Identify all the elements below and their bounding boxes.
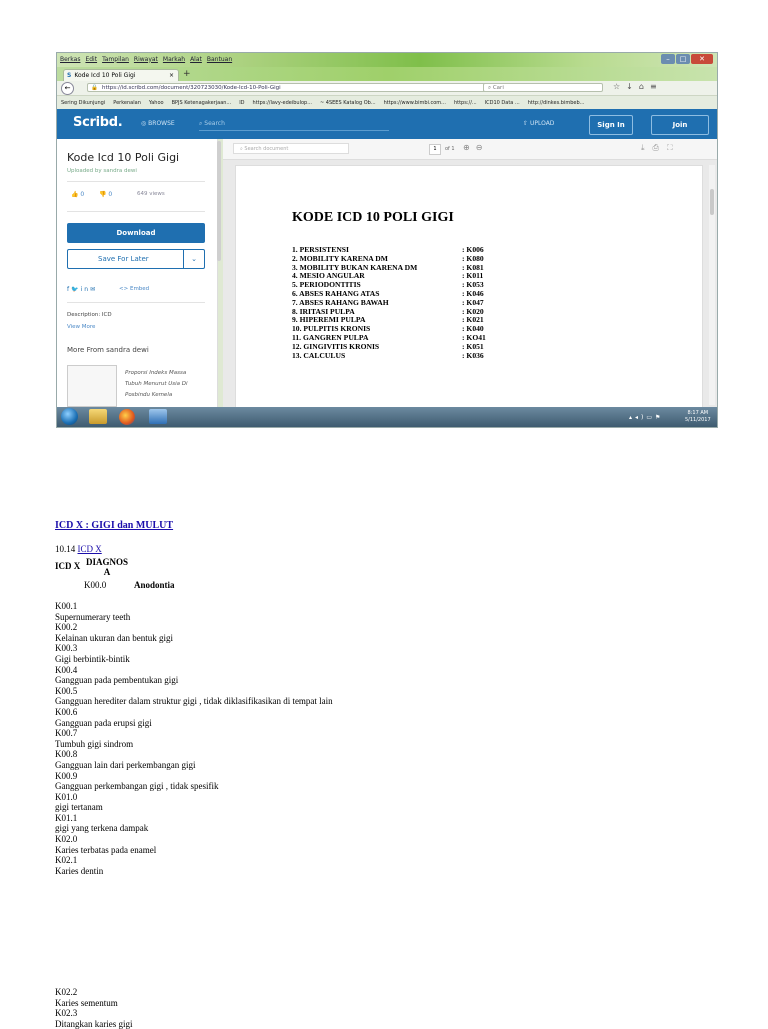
download-icon[interactable]: ⤓ (641, 143, 653, 152)
icd-code: K00.4 (55, 664, 78, 675)
menu-icon[interactable]: ≡ (649, 82, 663, 91)
menu-berkas[interactable]: Berkas (60, 55, 81, 63)
description: Description: ICD (67, 312, 112, 318)
url-bar[interactable] (87, 83, 493, 92)
sidebar-scrollbar[interactable] (217, 141, 221, 261)
bookmark-item[interactable]: https://www.bimbi.com... (383, 99, 446, 106)
icd-code: K00.3 (55, 643, 78, 654)
code-list-item-code: : K046 (462, 288, 484, 298)
search-placeholder: Search (204, 120, 225, 127)
related-line: Proporsi Indeks Massa (125, 370, 187, 376)
code-list-item-name: 7. ABSES RAHANG BAWAH (292, 297, 389, 307)
diagnosis-text: Gangguan perkembangan gigi , tidak spesifik (55, 781, 219, 792)
compass-icon: ◎ (141, 120, 149, 127)
home-icon[interactable]: ⌂ (638, 82, 650, 91)
code-list-item-name: 8. IRITASI PULPA (292, 306, 355, 316)
code-list-item-name: 12. GINGIVITIS KRONIS (292, 341, 380, 351)
column-header-diagnosa (84, 557, 130, 577)
bookmark-item[interactable]: Perkenalan (113, 99, 141, 106)
bookmark-item[interactable]: http://dinkes.bimbeb... (527, 99, 585, 106)
code-list-item-code: : K036 (462, 350, 484, 360)
code-list-item-name: 4. MESIO ANGULAR (292, 271, 365, 281)
bookmark-item[interactable]: Yahoo (148, 99, 164, 106)
taskbar-clock[interactable] (685, 410, 711, 424)
diagnosis-text: Gangguan lain dari perkembangan gigi (55, 759, 196, 770)
clock-date: 5/11/2017 (685, 417, 711, 423)
related-document-thumbnail[interactable] (67, 365, 117, 407)
dislike-count: 0 (108, 191, 113, 198)
save-for-later-button[interactable] (67, 249, 205, 269)
diagnosis-text: Gangguan pada erupsi gigi (55, 717, 152, 728)
menu-tampilan[interactable]: Tampilan (102, 55, 129, 63)
bookmarks-bar (57, 96, 717, 109)
menu-bantuan[interactable]: Bantuan (206, 55, 233, 63)
menu-riwayat[interactable]: Riwayat (133, 55, 158, 63)
related-document-title[interactable] (125, 368, 188, 401)
code-list-item-name: 2. MOBILITY KARENA DM (292, 253, 388, 263)
dislike-button[interactable] (99, 191, 112, 198)
browser-search-placeholder: Cari (492, 85, 504, 91)
upload-button[interactable] (523, 120, 554, 127)
section-link[interactable]: ICD X (77, 544, 102, 554)
system-tray-icons (629, 414, 663, 421)
like-button[interactable] (71, 191, 84, 198)
email-icon[interactable]: ✉ (90, 286, 98, 293)
menu-edit[interactable]: Edit (85, 55, 98, 63)
embedded-screenshot (56, 52, 718, 428)
code-list-item-name: 13. CALCULUS (292, 350, 346, 360)
menu-alat[interactable]: Alat (190, 55, 202, 63)
code-list-item-code: : KO41 (462, 332, 486, 342)
tab-title: Kode Icd 10 Poli Gigi (74, 72, 136, 79)
code-list-item-code: : K006 (462, 245, 484, 254)
document-viewer (223, 139, 717, 407)
star-icon[interactable]: ☆ (613, 82, 627, 91)
url-text: https://id.scribd.com/document/320723030/Kode-Icd-10-Poli-Gigi (102, 85, 281, 91)
tray-arrow-icon[interactable]: ▴ (629, 414, 636, 421)
document-title: Kode Icd 10 Poli Gigi (67, 151, 180, 164)
maximize-button[interactable]: □ (676, 54, 690, 64)
download-icon[interactable]: ↓ (626, 82, 639, 91)
code-list-item (292, 352, 508, 361)
icd-code: K02.3 (55, 1008, 78, 1019)
bookmark-item[interactable]: Sering Dikunjungi (61, 99, 106, 106)
code-list-item-name: 11. GANGREN PULPA (292, 332, 369, 342)
divider (67, 181, 205, 182)
related-line: Tubuh Menurut Usia Di (125, 381, 188, 387)
page-number-input[interactable]: 1 (429, 144, 441, 155)
icd-code: K02.0 (55, 834, 78, 845)
flag-icon[interactable]: ⚑ (655, 414, 664, 421)
diagnosis-text: Karies dentin (55, 865, 104, 876)
code-list-part-1 (55, 601, 333, 876)
code-list-item-code: : K011 (462, 271, 484, 281)
code-list-part-2 (55, 987, 132, 1029)
bookmark-item[interactable]: https://lavy-edeibulop... (252, 99, 312, 106)
section-number: 10.14 (55, 544, 76, 554)
diagnosis-text: Tumbuh gigi sindrom (55, 738, 134, 749)
share-icons (67, 286, 97, 293)
diagnosis-text: Kelainan ukuran dan bentuk gigi (55, 632, 173, 643)
code-list-item-code: : K081 (462, 262, 484, 272)
fullscreen-icon[interactable]: ⛶ (666, 143, 681, 152)
download-button[interactable]: Download (67, 223, 205, 243)
icd-code: K00.7 (55, 728, 78, 739)
bookmark-item[interactable]: ICD10 Data ... (484, 99, 520, 106)
zoom-out-icon[interactable]: ⊖ (475, 143, 489, 152)
navigation-bar (57, 81, 717, 96)
icd-code: K01.0 (55, 791, 78, 802)
upload-label: UPLOAD (529, 120, 555, 127)
document-search-input[interactable] (233, 143, 349, 154)
code-list (292, 246, 508, 360)
upload-icon: ⇧ (523, 120, 530, 127)
bookmark-item[interactable]: ID (239, 99, 245, 106)
toolbar-icons (613, 82, 663, 91)
join-button[interactable]: Join (651, 115, 709, 135)
document-search-placeholder: Search document (244, 146, 289, 152)
code-list-item-code: : K021 (462, 315, 484, 325)
save-for-later-label: Save For Later (98, 255, 149, 263)
diagnosis-text: Gigi berbintik-bintik (55, 653, 130, 664)
chevron-down-icon[interactable]: ⌄ (183, 250, 204, 268)
close-window-button[interactable]: ✕ (691, 54, 713, 64)
column-header-diagnosa-line: DIAGNOS (85, 557, 128, 567)
minimize-button[interactable]: – (661, 54, 675, 64)
code-k00-0: K00.0 (84, 580, 107, 590)
code-list-item-code: : K047 (462, 297, 484, 307)
thumbs-down-icon: 👎 (99, 191, 109, 198)
code-list-item-code: : K051 (462, 341, 484, 351)
scribd-favicon-icon: S (67, 72, 72, 79)
view-count: 649 views (137, 191, 165, 197)
scribd-search-input[interactable] (199, 120, 225, 128)
volume-icon[interactable]: ◂) (635, 414, 647, 421)
search-icon: ⌕ (488, 85, 493, 91)
icd-code: K01.1 (55, 812, 78, 823)
facebook-icon[interactable]: f (67, 286, 72, 293)
diagnosis-text: Gangguan pada pembentukan gigi (55, 675, 179, 686)
scribd-header (57, 109, 717, 139)
thumbs-up-icon: 👍 (71, 191, 81, 198)
like-count: 0 (80, 191, 85, 198)
divider (67, 302, 205, 303)
icd-code: K00.8 (55, 749, 78, 760)
divider (67, 211, 205, 212)
icd-code: K00.1 (55, 601, 78, 611)
search-underline (199, 130, 389, 131)
search-icon: ⌕ (199, 120, 205, 127)
icd-code: K00.9 (55, 770, 78, 781)
icd-code: K00.5 (55, 685, 78, 696)
related-line: Posbindu Kemela (125, 392, 173, 398)
code-list-item-code: : K053 (462, 280, 484, 290)
explorer-icon[interactable] (89, 409, 107, 424)
print-icon[interactable]: ⎙ (652, 143, 667, 152)
bookmark-item[interactable]: ~ 4SEES Katalog Ob... (320, 99, 376, 106)
code-list-item-code: : K040 (462, 324, 484, 334)
zoom-in-icon[interactable]: ⊕ (463, 143, 476, 152)
linkedin-icon[interactable]: in (80, 286, 91, 293)
clock-time: 8:17 AM (687, 410, 709, 416)
page-heading: KODE ICD 10 POLI GIGI (292, 210, 454, 225)
code-list-item-code: : K080 (462, 253, 484, 263)
document-sidebar (57, 139, 218, 407)
section-reference (55, 544, 102, 554)
bookmark-item[interactable]: BPJS Ketenagakerjaan... (171, 99, 232, 106)
diagnosis-text: Karies sementum (55, 997, 118, 1008)
browse-button[interactable] (141, 120, 175, 127)
column-header-diagnosa-line: A (103, 567, 111, 577)
viewer-actions (641, 143, 681, 153)
page-count: of 1 (445, 146, 455, 152)
diagnosis-text: Supernumerary teeth (55, 611, 131, 622)
menu-markah[interactable]: Markah (162, 55, 186, 63)
embed-link[interactable]: <> Embed (119, 286, 150, 292)
code-list-item-name: 6. ABSES RAHANG ATAS (292, 288, 380, 298)
tab-strip (57, 67, 717, 81)
code-list-item-name: 10. PULPITIS KRONIS (292, 324, 371, 334)
tab-close-icon[interactable]: × (168, 72, 174, 79)
diagnosis-text: gigi tertanam (55, 802, 103, 813)
diagnosis-anodontia: Anodontia (134, 580, 175, 590)
icd-code: K00.2 (55, 622, 78, 633)
code-list-item-code: : K020 (462, 306, 484, 316)
column-header-icd: ICD X (55, 561, 81, 571)
browse-label: BROWSE (148, 120, 175, 127)
diagnosis-text: Ditangkan karies gigi (55, 1018, 133, 1029)
tab-kode-icd[interactable] (63, 69, 179, 81)
zoom-controls (463, 143, 488, 152)
viewer-scroll-thumb[interactable] (710, 189, 714, 215)
view-more-link[interactable]: View More (67, 324, 96, 330)
new-tab-button[interactable]: + (183, 69, 191, 79)
search-icon: ⌕ (240, 146, 245, 152)
network-icon[interactable]: ▭ (646, 414, 656, 421)
code-list-item-name: 5. PERIODONTITIS (292, 280, 361, 290)
lock-icon: 🔒 (91, 85, 98, 91)
back-arrow-icon[interactable]: ← (61, 82, 74, 95)
uploaded-by[interactable]: Uploaded by sandra dewi (67, 168, 137, 174)
diagnosis-text: gigi yang terkena dampak (55, 823, 149, 834)
diagnosis-text: Gangguan herediter dalam struktur gigi , tidak diklasifikasikan di tempat lain (55, 696, 333, 707)
viewer-toolbar (223, 139, 717, 160)
menu-bar (57, 53, 232, 65)
heading-link[interactable]: ICD X : GIGI dan MULUT (55, 520, 174, 531)
browser-search-box[interactable] (483, 83, 603, 92)
firefox-icon[interactable] (119, 409, 135, 425)
bookmark-item[interactable]: https://... (453, 99, 477, 106)
sign-in-button[interactable]: Sign In (589, 115, 633, 135)
start-button-icon[interactable] (61, 408, 78, 425)
more-from-heading: More From sandra dewi (67, 346, 149, 354)
document-page (235, 165, 703, 427)
code-list-item-name: 3. MOBILITY BUKAN KARENA DM (292, 262, 418, 272)
document-app-icon[interactable] (149, 409, 167, 424)
code-list-item-name: 9. HIPEREMI PULPA (292, 315, 366, 325)
icd-code: K00.6 (55, 706, 78, 717)
icd-code: K02.2 (55, 987, 78, 997)
diagnosis-text: Karies terbatas pada enamel (55, 844, 157, 855)
scribd-logo[interactable]: Scribd. (73, 115, 123, 130)
twitter-icon[interactable]: 🐦 (71, 286, 81, 293)
icd-code: K02.1 (55, 855, 78, 866)
code-list-item-name: 1. PERSISTENSI (292, 245, 349, 254)
windows-taskbar (57, 407, 717, 427)
